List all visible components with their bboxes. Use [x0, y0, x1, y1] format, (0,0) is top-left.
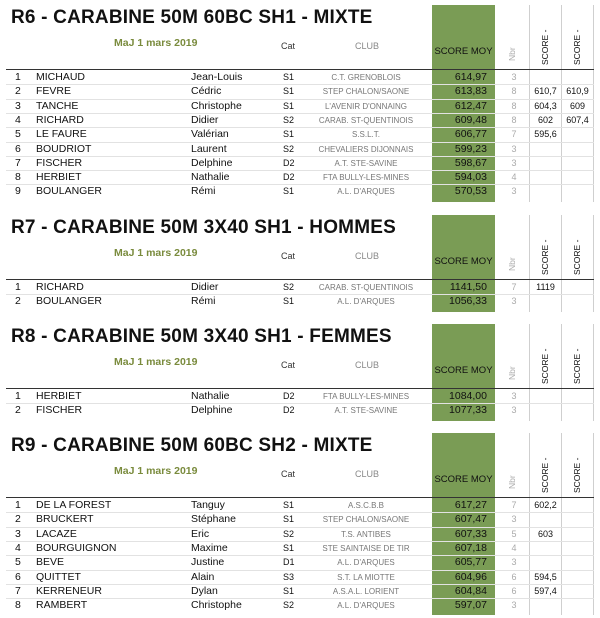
rank-cell: 5: [15, 128, 21, 141]
section-title: R6 - CARABINE 50M 60BC SH1 - MIXTE: [11, 7, 373, 28]
score-1-cell: 1119: [536, 282, 555, 292]
header-nbr: Nbr: [507, 475, 517, 489]
club-cell: STEP CHALON/SAONE: [322, 87, 410, 97]
header-cat: Cat: [281, 41, 296, 51]
club-cell: A.S.C.B.B: [347, 501, 384, 510]
rank-cell: 4: [15, 113, 21, 126]
header-score-moy: SCORE MOY: [434, 256, 493, 267]
category-cell: S1: [283, 86, 295, 97]
score-moy-value: 605,77: [454, 556, 487, 569]
rank-cell: 6: [15, 570, 21, 583]
rank-cell: 1: [15, 390, 21, 402]
first-name-cell: Dylan: [191, 584, 218, 597]
last-name-cell: MICHAUD: [36, 71, 85, 83]
nbr-cell: 3: [511, 186, 517, 197]
table-row: [0, 585, 600, 599]
table-row: [0, 281, 600, 295]
score-moy-value: 613,83: [454, 85, 487, 98]
last-name-cell: BRUCKERT: [36, 513, 94, 526]
header-score-1: SCORE -: [540, 457, 550, 493]
last-name-cell: BOURGUIGNON: [36, 541, 117, 554]
club-cell: S.S.L.T.: [351, 130, 380, 140]
score-1-cell: 597,4: [534, 585, 557, 596]
rank-cell: 9: [15, 185, 21, 198]
table-row: [0, 100, 600, 114]
club-cell: S.T. LA MIOTTE: [337, 572, 395, 582]
category-cell: S1: [283, 296, 295, 307]
nbr-cell: 6: [511, 585, 517, 596]
club-cell: STEP CHALON/SAONE: [322, 515, 410, 525]
header-club: CLUB: [355, 251, 380, 261]
nbr-cell: 7: [511, 500, 517, 510]
last-name-cell: KERRENEUR: [36, 584, 102, 597]
first-name-cell: Valérian: [191, 128, 229, 141]
nbr-cell: 8: [511, 114, 517, 125]
category-cell: S1: [283, 129, 295, 140]
nbr-cell: 4: [511, 542, 517, 553]
score-moy-value: 1077,33: [449, 404, 487, 417]
category-cell: S1: [283, 542, 295, 553]
section-title: R9 - CARABINE 50M 60BC SH2 - MIXTE: [11, 435, 373, 456]
score-moy-value: 606,77: [454, 128, 487, 141]
header-club: CLUB: [355, 41, 380, 51]
club-cell: FTA BULLY-LES-MINES: [322, 392, 410, 401]
nbr-cell: 3: [511, 405, 517, 416]
table-row: [0, 157, 600, 171]
first-name-cell: Nathalie: [191, 171, 230, 184]
nbr-cell: 3: [511, 391, 517, 401]
category-cell: S2: [283, 282, 295, 292]
last-name-cell: HERBIET: [36, 171, 82, 184]
category-cell: D1: [283, 557, 295, 568]
score-moy-value: 617,27: [454, 499, 487, 511]
table-row: [0, 171, 600, 185]
first-name-cell: Alain: [191, 570, 215, 583]
rank-cell: 3: [15, 527, 21, 540]
last-name-cell: LACAZE: [36, 527, 77, 540]
nbr-cell: 3: [511, 600, 517, 611]
nbr-cell: 3: [511, 557, 517, 568]
nbr-cell: 4: [511, 172, 517, 183]
first-name-cell: Tanguy: [191, 499, 225, 511]
rank-cell: 3: [15, 99, 21, 112]
score-moy-value: 599,23: [454, 142, 487, 155]
category-cell: D2: [283, 157, 295, 168]
ranking-section: [0, 215, 600, 312]
score-moy-value: 604,96: [454, 570, 487, 583]
header-nbr: Nbr: [507, 47, 517, 61]
table-row: [0, 499, 600, 513]
header-cat: Cat: [281, 360, 296, 370]
score-moy-value: 607,47: [454, 513, 487, 526]
header-club: CLUB: [355, 469, 380, 479]
nbr-cell: 8: [511, 86, 517, 97]
rank-cell: 6: [15, 142, 21, 155]
score-1-cell: 594,5: [534, 571, 557, 582]
table-row: [0, 71, 600, 85]
nbr-cell: 3: [511, 143, 517, 154]
rank-cell: 8: [15, 171, 21, 184]
header-score-2: SCORE -: [572, 457, 582, 493]
category-cell: D2: [283, 391, 295, 401]
category-cell: S1: [283, 514, 295, 525]
table-row: [0, 528, 600, 542]
first-name-cell: Delphine: [191, 156, 233, 169]
header-score-2: SCORE -: [572, 348, 582, 384]
first-name-cell: Rémi: [191, 295, 216, 308]
first-name-cell: Rémi: [191, 185, 216, 198]
first-name-cell: Laurent: [191, 142, 227, 155]
club-cell: L'AVENIR D'ONNAING: [324, 101, 408, 111]
last-name-cell: DE LA FOREST: [36, 499, 112, 511]
last-name-cell: FEVRE: [36, 85, 72, 98]
nbr-cell: 6: [511, 571, 517, 582]
club-cell: A.L. D'ARQUES: [337, 601, 395, 611]
table-row: [0, 599, 600, 613]
header-divider: [6, 388, 594, 389]
first-name-cell: Didier: [191, 281, 219, 293]
score-2-cell: 607,4: [566, 114, 589, 125]
rank-cell: 7: [15, 156, 21, 169]
score-2-cell: 610,9: [566, 86, 589, 97]
last-name-cell: QUITTET: [36, 570, 81, 583]
rank-cell: 1: [15, 499, 21, 511]
update-date: MaJ 1 mars 2019: [114, 356, 198, 368]
header-score-2: SCORE -: [572, 239, 582, 275]
club-cell: A.T. STE-SAVINE: [334, 406, 398, 416]
first-name-cell: Jean-Louis: [191, 71, 243, 83]
score-moy-value: 570,53: [454, 185, 487, 198]
header-divider: [6, 279, 594, 280]
club-cell: STE SAINTAISE DE TIR: [322, 543, 410, 553]
first-name-cell: Cédric: [191, 85, 222, 98]
ranking-section: [0, 5, 600, 202]
category-cell: S3: [283, 571, 295, 582]
nbr-cell: 7: [511, 129, 517, 140]
header-score-1: SCORE -: [540, 348, 550, 384]
last-name-cell: RICHARD: [36, 281, 84, 293]
table-row: [0, 128, 600, 142]
header-score-1: SCORE -: [540, 239, 550, 275]
table-row: [0, 571, 600, 585]
category-cell: S1: [283, 500, 295, 510]
header-score-2: SCORE -: [572, 29, 582, 65]
score-moy-value: 594,03: [454, 171, 487, 184]
club-cell: CHEVALIERS DIJONNAIS: [318, 144, 414, 154]
club-cell: T.S. ANTIBES: [341, 529, 391, 539]
category-cell: S1: [283, 585, 295, 596]
club-cell: CARAB. ST-QUENTINOIS: [318, 283, 414, 292]
first-name-cell: Eric: [191, 527, 210, 540]
last-name-cell: BOULANGER: [36, 185, 102, 198]
score-1-cell: 595,6: [534, 129, 557, 140]
score-1-cell: 604,3: [534, 100, 557, 111]
first-name-cell: Didier: [191, 113, 219, 126]
ranking-section: [0, 324, 600, 421]
rank-cell: 2: [15, 404, 21, 417]
first-name-cell: Justine: [191, 556, 225, 569]
last-name-cell: FISCHER: [36, 404, 83, 417]
header-cat: Cat: [281, 469, 296, 479]
rank-cell: 4: [15, 541, 21, 554]
header-divider: [6, 497, 594, 498]
category-cell: S2: [283, 528, 295, 539]
category-cell: S2: [283, 143, 295, 154]
table-row: [0, 513, 600, 527]
nbr-cell: 3: [511, 157, 517, 168]
rank-cell: 1: [15, 281, 21, 293]
last-name-cell: RICHARD: [36, 113, 84, 126]
rank-cell: 7: [15, 584, 21, 597]
score-moy-value: 609,48: [454, 113, 487, 126]
club-cell: CARAB. ST-QUENTINOIS: [318, 115, 414, 125]
score-2-cell: 609: [569, 100, 586, 111]
header-nbr: Nbr: [507, 366, 517, 380]
club-cell: A.T. STE-SAVINE: [334, 158, 398, 168]
header-score-moy: SCORE MOY: [434, 474, 493, 485]
last-name-cell: RAMBERT: [36, 599, 88, 612]
score-moy-value: 1056,33: [449, 295, 487, 308]
table-row: [0, 542, 600, 556]
club-cell: A.L. D'ARQUES: [337, 558, 395, 568]
header-divider: [6, 69, 594, 70]
rank-cell: 8: [15, 599, 21, 612]
last-name-cell: TANCHE: [36, 99, 79, 112]
nbr-cell: 5: [511, 528, 517, 539]
rank-cell: 1: [15, 71, 21, 83]
header-nbr: Nbr: [507, 257, 517, 271]
score-1-cell: 602: [537, 114, 554, 125]
header-cat: Cat: [281, 251, 296, 261]
category-cell: S2: [283, 600, 295, 611]
section-title: R7 - CARABINE 50M 3X40 SH1 - HOMMES: [11, 217, 396, 238]
last-name-cell: FISCHER: [36, 156, 83, 169]
nbr-cell: 3: [511, 514, 517, 525]
table-row: [0, 404, 600, 418]
score-moy-value: 1141,50: [449, 281, 487, 293]
header-club: CLUB: [355, 360, 380, 370]
update-date: MaJ 1 mars 2019: [114, 247, 198, 259]
score-moy-value: 614,97: [454, 71, 487, 83]
club-cell: A.L. D'ARQUES: [337, 297, 395, 307]
last-name-cell: BOULANGER: [36, 295, 102, 308]
category-cell: D2: [283, 172, 295, 183]
table-row: [0, 185, 600, 199]
category-cell: D2: [283, 405, 295, 416]
table-row: [0, 85, 600, 99]
category-cell: S1: [283, 186, 295, 197]
rank-cell: 2: [15, 513, 21, 526]
score-moy-value: 607,18: [454, 541, 487, 554]
table-row: [0, 143, 600, 157]
score-moy-value: 612,47: [454, 99, 487, 112]
update-date: MaJ 1 mars 2019: [114, 465, 198, 477]
last-name-cell: BOUDRIOT: [36, 142, 92, 155]
section-title: R8 - CARABINE 50M 3X40 SH1 - FEMMES: [11, 326, 392, 347]
score-1-cell: 602,2: [534, 500, 557, 510]
score-1-cell: 603: [537, 528, 554, 539]
nbr-cell: 3: [511, 296, 517, 307]
header-score-1: SCORE -: [540, 29, 550, 65]
first-name-cell: Christophe: [191, 599, 242, 612]
rank-cell: 2: [15, 295, 21, 308]
club-cell: FTA BULLY-LES-MINES: [322, 173, 410, 183]
category-cell: S2: [283, 114, 295, 125]
last-name-cell: LE FAURE: [36, 128, 87, 141]
update-date: MaJ 1 mars 2019: [114, 37, 198, 49]
first-name-cell: Nathalie: [191, 390, 230, 402]
club-cell: A.L. D'ARQUES: [337, 187, 395, 197]
table-row: [0, 114, 600, 128]
header-score-moy: SCORE MOY: [434, 46, 493, 57]
score-1-cell: 610,7: [534, 86, 557, 97]
first-name-cell: Christophe: [191, 99, 242, 112]
first-name-cell: Maxime: [191, 541, 228, 554]
score-moy-value: 1084,00: [449, 390, 487, 402]
category-cell: S1: [283, 100, 295, 111]
first-name-cell: Stéphane: [191, 513, 236, 526]
club-cell: A.S.A.L. LORIENT: [332, 586, 400, 596]
table-row: [0, 390, 600, 404]
last-name-cell: BEVE: [36, 556, 65, 569]
table-row: [0, 295, 600, 309]
header-score-moy: SCORE MOY: [434, 365, 493, 376]
score-moy-value: 598,67: [454, 156, 487, 169]
ranking-section: [0, 433, 600, 615]
nbr-cell: 8: [511, 100, 517, 111]
first-name-cell: Delphine: [191, 404, 233, 417]
category-cell: S1: [283, 72, 295, 82]
table-row: [0, 556, 600, 570]
rank-cell: 5: [15, 556, 21, 569]
nbr-cell: 3: [511, 72, 517, 82]
rank-cell: 2: [15, 85, 21, 98]
club-cell: C.T. GRENOBLOIS: [331, 73, 401, 82]
score-moy-value: 604,84: [454, 584, 487, 597]
nbr-cell: 7: [511, 282, 517, 292]
score-moy-value: 597,07: [454, 599, 487, 612]
score-moy-value: 607,33: [454, 527, 487, 540]
last-name-cell: HERBIET: [36, 390, 82, 402]
